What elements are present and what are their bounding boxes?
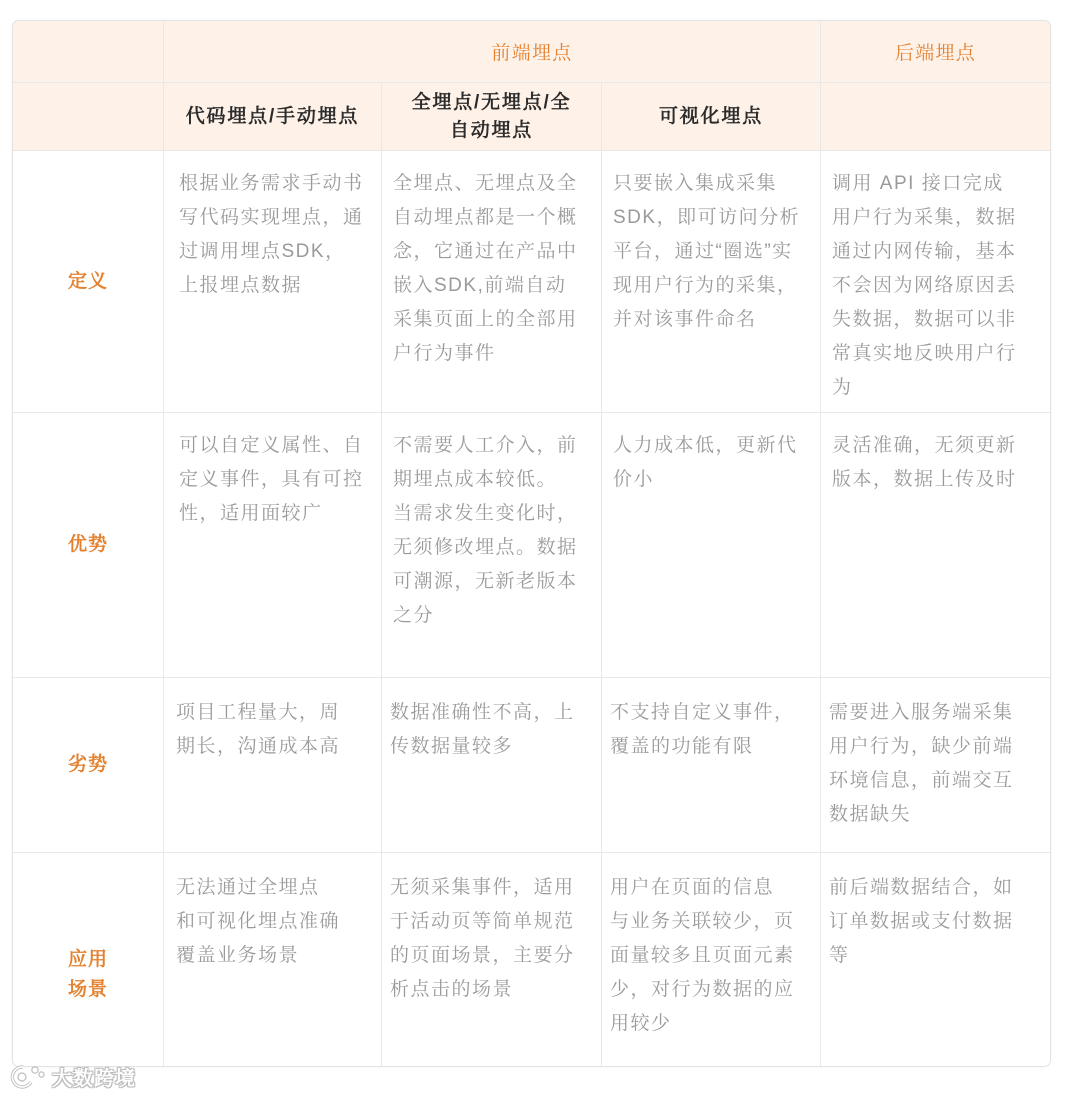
weibo-logo-icon (8, 1063, 46, 1089)
disadvantages-row-label (13, 678, 164, 853)
definition-full-auto-tracking-cell: 全埋点、无埋点及全自动埋点都是一个概念，它通过在产品中嵌入SDK,前端自动采集页面上的全部用户行为事件 (382, 151, 602, 413)
scenarios-full-auto-tracking-cell: 无须采集事件，适用于活动页等简单规范的页面场景，主要分析点击的场景 (382, 853, 602, 1066)
definition-row (13, 151, 1050, 413)
advantages-label-text: 优势 (67, 534, 108, 555)
header-corner-cell-lower (13, 83, 164, 151)
disadvantages-full-auto-tracking-cell: 数据准确性不高，上传数据量较多 (382, 678, 602, 853)
header-corner-cell (13, 21, 164, 83)
disadvantages-visual-tracking-cell: 不支持自定义事件，覆盖的功能有限 (602, 678, 821, 853)
frontend-tracking-header: 前端埋点 (164, 21, 821, 83)
full-auto-tracking-column-header: 全埋点/无埋点/全自动埋点 (382, 83, 602, 151)
backend-column-header-empty (821, 83, 1050, 151)
header-group-row (13, 21, 1050, 83)
definition-code-tracking-cell: 根据业务需求手动书写代码实现埋点，通过调用埋点SDK，上报埋点数据 (164, 151, 382, 413)
definition-row-label (13, 151, 164, 413)
scenarios-visual-tracking-cell: 用户在页面的信息 与业务关联较少，页面量较多且页面元素少，对行为数据的应用较少 (602, 853, 821, 1066)
comparison-table (12, 20, 1051, 1067)
watermark-text: 大数跨境 (52, 1067, 136, 1090)
definition-visual-tracking-cell: 只要嵌入集成采集SDK，即可访问分析平台，通过“圈选”实现用户行为的采集，并对该事件命名 (602, 151, 821, 413)
advantages-visual-tracking-cell: 人力成本低，更新代价小 (602, 413, 821, 678)
scenarios-label-text: 应用场景 (67, 948, 108, 1000)
header-column-row (13, 83, 1050, 151)
disadvantages-label-text: 劣势 (67, 754, 108, 775)
advantages-backend-tracking-cell: 灵活准确，无须更新版本，数据上传及时 (821, 413, 1050, 678)
scenarios-row-label (13, 853, 164, 1066)
definition-backend-tracking-cell: 调用 API 接口完成用户行为采集，数据通过内网传输，基本不会因为网络原因丢失数据，数据可以非常真实地反映用户行为 (821, 151, 1050, 413)
disadvantages-row (13, 678, 1050, 853)
advantages-row (13, 413, 1050, 678)
disadvantages-code-tracking-cell: 项目工程量大，周期长，沟通成本高 (164, 678, 382, 853)
backend-tracking-header: 后端埋点 (821, 21, 1050, 83)
scenarios-code-tracking-cell: 无法通过全埋点 和可视化埋点准确 覆盖业务场景 (164, 853, 382, 1066)
advantages-row-label (13, 413, 164, 678)
disadvantages-backend-tracking-cell: 需要进入服务端采集用户行为，缺少前端环境信息，前端交互数据缺失 (821, 678, 1050, 853)
definition-label-text: 定义 (67, 270, 108, 292)
visual-tracking-column-header: 可视化埋点 (602, 83, 821, 151)
code-tracking-column-header: 代码埋点/手动埋点 (164, 83, 382, 151)
watermark (8, 1062, 136, 1090)
advantages-full-auto-tracking-cell: 不需要人工介入，前期埋点成本较低。 当需求发生变化时，无须修改埋点。数据可潮源，无新老版本之分 (382, 413, 602, 678)
tracking-methods-table (13, 21, 1050, 1066)
advantages-code-tracking-cell: 可以自定义属性、自定义事件，具有可控性，适用面较广 (164, 413, 382, 678)
scenarios-row (13, 853, 1050, 1066)
scenarios-backend-tracking-cell: 前后端数据结合，如订单数据或支付数据等 (829, 877, 1014, 966)
